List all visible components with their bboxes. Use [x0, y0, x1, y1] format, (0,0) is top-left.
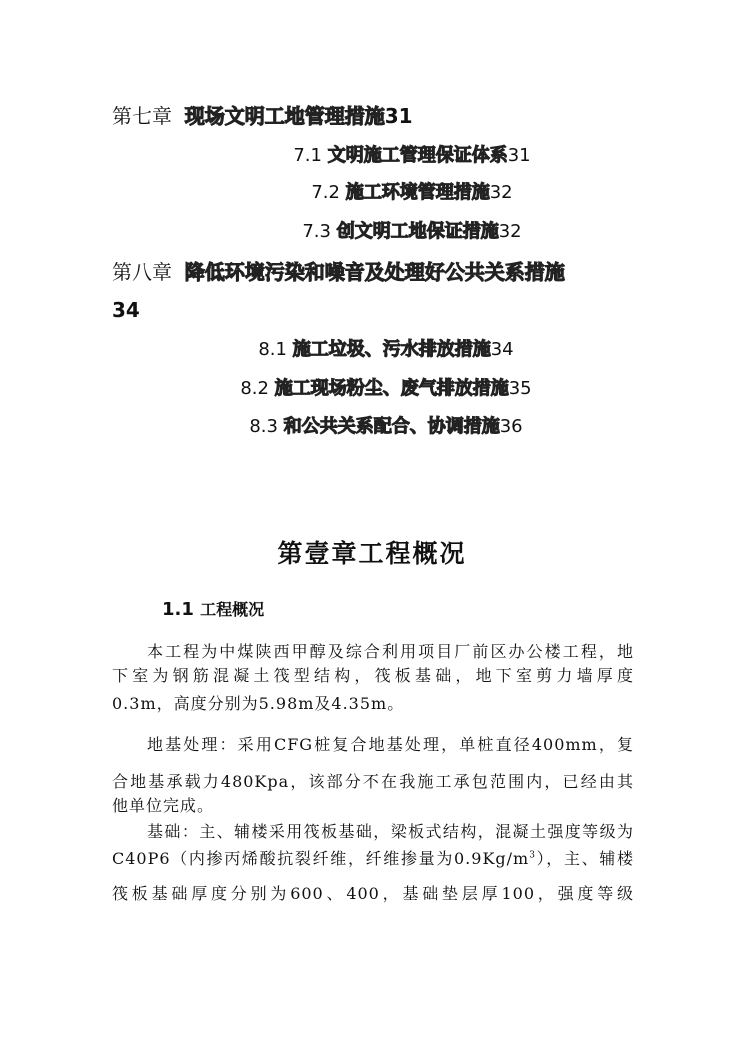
section-title: 工程概况	[200, 600, 265, 619]
toc-item-7-2[interactable]	[40, 184, 744, 202]
toc-title: 施工垃圾、污水排放措施	[292, 339, 491, 360]
toc-item-7-1[interactable]	[40, 147, 744, 165]
toc-page: 34	[490, 339, 514, 360]
toc-title: 现场文明工地管理措施	[184, 104, 385, 128]
toc-title: 和公共关系配合、协调措施	[283, 416, 500, 437]
body-line: 本工程为中煤陕西甲醇及综合利用项目厂前区办公楼工程，地	[147, 642, 634, 661]
toc-title: 降低环境污染和噪音及处理好公共关系措施	[184, 260, 565, 284]
toc-page: 35	[508, 378, 532, 399]
toc-num: 7.1	[293, 145, 322, 166]
toc-item-7-3[interactable]	[40, 223, 744, 241]
toc-item-8-1[interactable]	[14, 341, 744, 359]
toc-chapter-7[interactable]	[112, 106, 413, 126]
toc-chapter-8[interactable]	[112, 262, 565, 320]
toc-num: 7.2	[311, 182, 340, 203]
toc-num: 8.3	[249, 416, 278, 437]
body-line: 合地基承载力480Kpa，该部分不在我施工承包范围内，已经由其	[112, 772, 634, 791]
chapter-title: 第壹章工程概况	[277, 539, 467, 568]
toc-page: 31	[384, 104, 413, 128]
toc-page: 32	[498, 221, 522, 242]
toc-title: 文明施工管理保证体系	[327, 145, 508, 166]
toc-item-8-3[interactable]	[14, 418, 744, 436]
body-line: 地基处理：采用CFG桩复合地基处理，单桩直径400mm，复	[147, 735, 634, 754]
toc-chapter-label: 第七章	[112, 104, 172, 128]
toc-page: 31	[507, 145, 531, 166]
body-text: ），主、辅楼	[535, 849, 634, 868]
body-line	[112, 851, 634, 867]
body-line: 他单位完成。	[112, 796, 215, 815]
body-line: 基础：主、辅楼采用筏板基础，梁板式结构，混凝土强度等级为	[147, 822, 634, 841]
body-text: C40P6（内掺丙烯酸抗裂纤维，纤维掺量为0.9Kg/m	[112, 849, 530, 868]
toc-title: 施工环境管理措施	[345, 182, 490, 203]
body-line: 筏板基础厚度分别为600、400，基础垫层厚100，强度等级	[112, 884, 634, 903]
toc-item-8-2[interactable]	[14, 380, 744, 398]
superscript: 3	[529, 850, 536, 861]
toc-page: 36	[499, 416, 523, 437]
toc-page: 34	[112, 298, 140, 322]
toc-num: 8.1	[258, 339, 287, 360]
toc-num: 8.2	[240, 378, 269, 399]
toc-page: 32	[489, 182, 513, 203]
section-heading	[162, 597, 264, 620]
toc-num: 7.3	[302, 221, 331, 242]
body-line: 下室为钢筋混凝土筏型结构，筏板基础，地下室剪力墙厚度	[112, 666, 634, 685]
toc-title: 施工现场粉尘、废气排放措施	[274, 378, 509, 399]
toc-chapter-label: 第八章	[112, 260, 172, 284]
section-num: 1.1	[162, 599, 194, 620]
toc-title: 创文明工地保证措施	[336, 221, 499, 242]
body-line: 0.3m，高度分别为5.98m及4.35m。	[112, 694, 405, 713]
